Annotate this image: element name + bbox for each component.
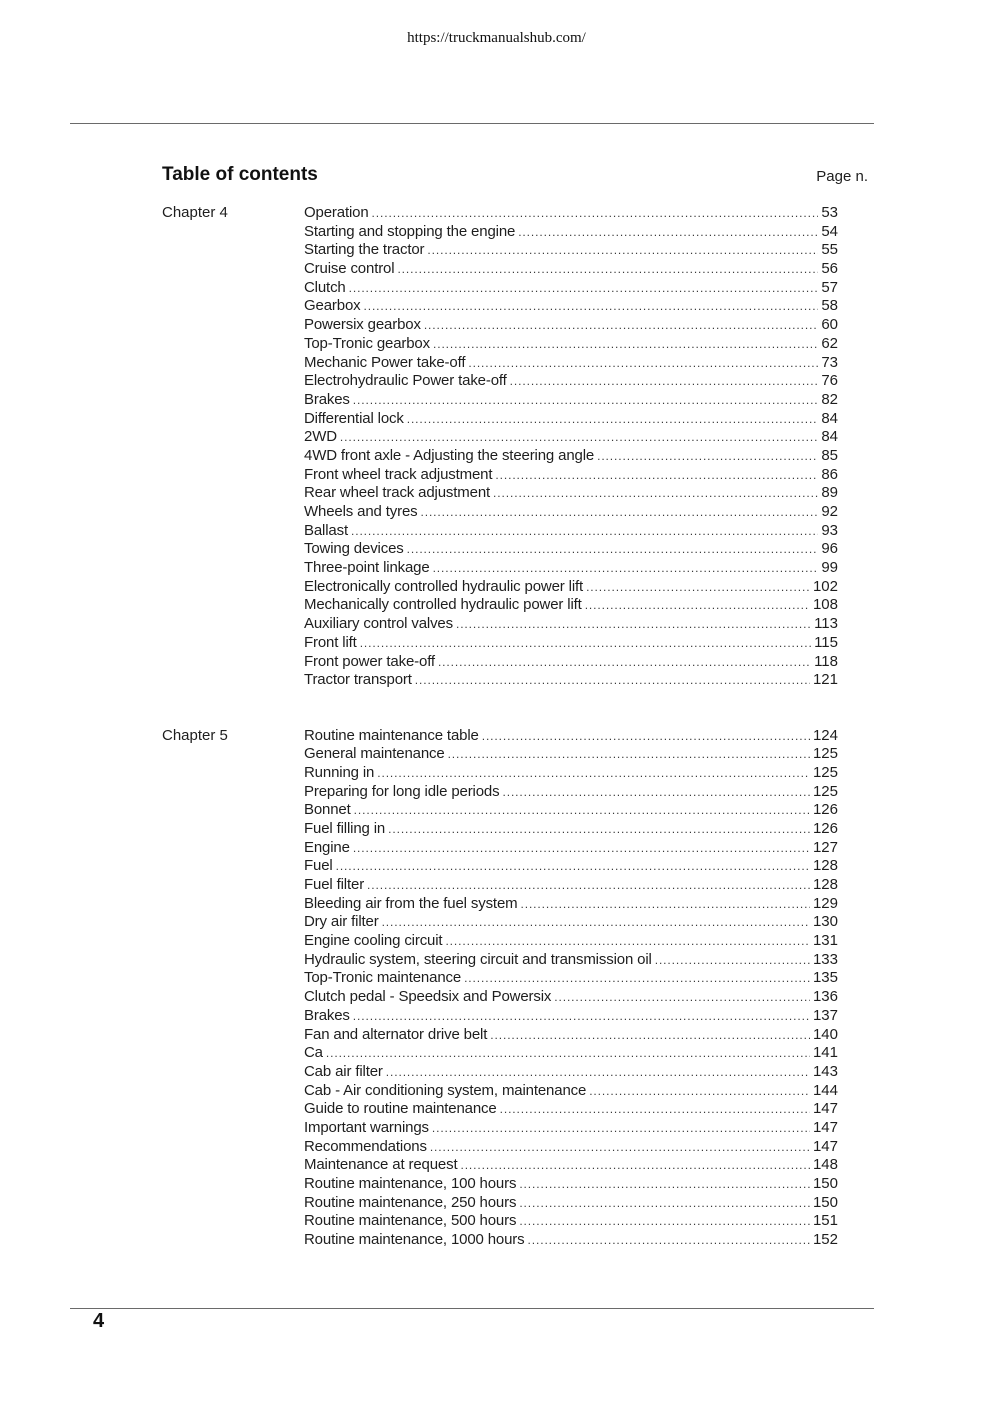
dot-leader	[519, 1194, 810, 1213]
toc-entry	[304, 801, 838, 820]
dot-leader	[464, 969, 810, 988]
toc-entry-title: Routine maintenance table	[304, 726, 479, 744]
toc-entry	[304, 857, 838, 876]
toc-entry	[304, 1100, 838, 1119]
toc-entry-title: Important warnings	[304, 1118, 429, 1136]
toc-entry	[304, 671, 838, 690]
toc-entry-page: 54	[821, 222, 838, 240]
toc-entry-page: 130	[812, 913, 838, 931]
toc-entry-title: Engine cooling circuit	[304, 932, 443, 950]
toc-entry-page: 102	[812, 577, 838, 595]
toc-entry-page: 126	[812, 801, 838, 819]
toc-entry-page: 140	[812, 1025, 838, 1043]
dot-leader	[353, 391, 819, 410]
toc-entry-page: 84	[821, 409, 838, 427]
dot-leader	[367, 876, 810, 895]
dot-leader	[377, 764, 810, 783]
toc-entry-title: Guide to routine maintenance	[304, 1100, 497, 1118]
toc-entry	[304, 447, 838, 466]
toc-entry-page: 115	[814, 633, 838, 651]
toc-entry	[304, 783, 838, 802]
toc-entry-page: 58	[821, 297, 838, 315]
toc-entry	[304, 764, 838, 783]
toc-entry-page: 53	[821, 204, 838, 221]
toc-entry-page: 84	[821, 428, 838, 446]
toc-entry-page: 127	[812, 838, 838, 856]
toc-entry	[304, 260, 838, 279]
toc-entry-page: 85	[821, 446, 838, 464]
toc-entry-title: Auxiliary control valves	[304, 615, 453, 633]
toc-entry	[304, 540, 838, 559]
toc-entry-title: Front power take-off	[304, 652, 435, 670]
toc-entry-title: Hydraulic system, steering circuit and transmission oil	[304, 950, 652, 968]
dot-leader	[519, 1212, 810, 1231]
toc-entry	[304, 932, 838, 951]
dot-leader	[448, 745, 810, 764]
toc-entry-title: Gearbox	[304, 297, 361, 315]
toc-entry-page: 147	[812, 1137, 838, 1155]
toc-entry-page: 141	[812, 1044, 838, 1062]
dot-leader	[510, 372, 819, 391]
toc-entry	[304, 988, 838, 1007]
toc-entry-title: Starting and stopping the engine	[304, 222, 516, 240]
toc-entry-title: Cruise control	[304, 260, 395, 278]
toc-entry-title: Engine	[304, 838, 350, 856]
toc-entry-title: Routine maintenance, 500 hours	[304, 1212, 517, 1230]
dot-leader	[382, 913, 810, 932]
toc-entry	[304, 1212, 838, 1231]
toc-entry-title: Preparing for long idle periods	[304, 782, 500, 800]
dot-leader	[433, 335, 818, 354]
toc-entry-title: Electronically controlled hydraulic power lift	[304, 577, 584, 595]
toc-entry	[304, 316, 838, 335]
toc-entry	[304, 1026, 838, 1045]
toc-entry-title: Three-point linkage	[304, 559, 430, 577]
toc-entry-title: Routine maintenance, 100 hours	[304, 1175, 517, 1192]
toc-entry	[304, 1175, 838, 1194]
dot-leader	[353, 839, 810, 858]
toc-entry-title: Fuel filter	[304, 876, 365, 893]
toc-entry-title: Ca	[304, 1044, 323, 1062]
toc-entry-list	[304, 727, 838, 1250]
dot-leader	[407, 410, 819, 429]
toc-entry	[304, 596, 838, 615]
toc-entry	[304, 559, 838, 578]
toc-entry-title: Fan and alternator drive belt	[304, 1025, 488, 1043]
toc-entry-title: Top-Tronic gearbox	[304, 334, 430, 352]
dot-leader	[386, 1063, 810, 1082]
footer-divider	[70, 1308, 874, 1309]
toc-entry	[304, 335, 838, 354]
toc-entry-page: 125	[812, 782, 838, 800]
toc-entry	[304, 522, 838, 541]
toc-entry-title: Differential lock	[304, 409, 404, 427]
dot-leader	[407, 540, 819, 559]
toc-entry-page: 131	[812, 932, 838, 950]
dot-leader	[388, 820, 810, 839]
toc-entry	[304, 1194, 838, 1213]
dot-leader	[360, 634, 811, 653]
toc-entry-page: 137	[812, 1006, 838, 1024]
dot-leader	[520, 895, 809, 914]
toc-entry	[304, 241, 838, 260]
toc-entry	[304, 503, 838, 522]
dot-leader	[585, 596, 810, 615]
toc-entry	[304, 969, 838, 988]
toc-entry-page: 135	[812, 969, 838, 987]
toc-entry-title: Powersix gearbox	[304, 316, 421, 334]
toc-entry	[304, 653, 838, 672]
dot-leader	[655, 951, 810, 970]
header-divider	[70, 123, 874, 124]
toc-entry	[304, 204, 838, 223]
dot-leader	[445, 932, 810, 951]
toc-entry-page: 60	[821, 316, 838, 334]
toc-entry-page: 93	[821, 521, 838, 539]
toc-entry	[304, 223, 838, 242]
toc-entry	[304, 839, 838, 858]
toc-entry-page: 89	[821, 484, 838, 502]
toc-entry-page: 125	[812, 763, 838, 781]
toc-entry-title: Front lift	[304, 633, 357, 651]
toc-entry-title: Electrohydraulic Power take-off	[304, 372, 507, 390]
toc-entry-title: Starting the tractor	[304, 241, 425, 259]
toc-entry-page: 147	[812, 1118, 838, 1136]
toc-entry	[304, 1231, 838, 1250]
dot-leader	[420, 503, 818, 522]
toc-entry-title: Bonnet	[304, 801, 351, 819]
dot-leader	[586, 578, 810, 597]
dot-leader	[415, 671, 810, 690]
toc-entry-page: 76	[821, 372, 838, 390]
toc-entry-title: Fuel filling in	[304, 819, 386, 837]
toc-entry-title: Mechanic Power take-off	[304, 353, 466, 371]
toc-entry-title: Clutch	[304, 278, 346, 296]
toc-entry-page: 128	[812, 876, 838, 893]
chapter-label: Chapter 5	[162, 726, 228, 744]
toc-entry-page: 128	[812, 857, 838, 875]
toc-entry	[304, 615, 838, 634]
toc-entry-page: 73	[821, 353, 838, 371]
toc-entry	[304, 578, 838, 597]
toc-entry	[304, 1119, 838, 1138]
toc-entry-title: Operation	[304, 204, 369, 221]
dot-leader	[554, 988, 810, 1007]
source-url: https://truckmanualshub.com/	[407, 30, 586, 46]
toc-entry	[304, 634, 838, 653]
dot-leader	[433, 559, 819, 578]
toc-entry-title: Towing devices	[304, 540, 404, 558]
toc-entry-title: Tractor transport	[304, 671, 412, 689]
toc-entry-title: Ballast	[304, 521, 348, 539]
toc-entry	[304, 1007, 838, 1026]
toc-entry-page: 150	[812, 1175, 838, 1192]
toc-entry-page: 57	[821, 278, 838, 296]
toc-entry-page: 151	[812, 1212, 838, 1230]
toc-entry-page: 144	[812, 1081, 838, 1099]
dot-leader	[326, 1044, 810, 1063]
toc-entry-title: Brakes	[304, 390, 350, 408]
toc-entry	[304, 820, 838, 839]
dot-leader	[490, 1026, 810, 1045]
toc-entry-title: Cab - Air conditioning system, maintenance	[304, 1081, 587, 1099]
toc-entry-page: 56	[821, 260, 838, 278]
toc-entry	[304, 1082, 838, 1101]
toc-entry	[304, 876, 838, 895]
toc-entry-title: Mechanically controlled hydraulic power lift	[304, 596, 582, 614]
dot-leader	[589, 1082, 810, 1101]
toc-entry-title: Cab air filter	[304, 1062, 383, 1080]
dot-leader	[493, 484, 818, 503]
toc-entry-page: 129	[812, 894, 838, 912]
toc-entry-page: 121	[812, 671, 838, 689]
toc-entry-page: 152	[812, 1231, 838, 1249]
toc-entry-page: 126	[812, 819, 838, 837]
toc-entry	[304, 1156, 838, 1175]
toc-entry-title: General maintenance	[304, 745, 445, 763]
dot-leader	[495, 466, 818, 485]
dot-leader	[528, 1231, 810, 1250]
dot-leader	[519, 1175, 810, 1194]
toc-entry-title: Routine maintenance, 250 hours	[304, 1193, 517, 1211]
dot-leader	[363, 297, 818, 316]
toc-entry	[304, 745, 838, 764]
toc-entry-title: Clutch pedal - Speedsix and Powersix	[304, 988, 552, 1006]
toc-entry	[304, 466, 838, 485]
toc-entry	[304, 727, 838, 746]
toc-entry	[304, 913, 838, 932]
toc-entry-title: Front wheel track adjustment	[304, 465, 493, 483]
toc-entry-page: 118	[814, 652, 838, 670]
toc-entry	[304, 1044, 838, 1063]
dot-leader	[482, 727, 810, 746]
dot-leader	[397, 260, 818, 279]
toc-entry	[304, 297, 838, 316]
toc-entry-title: Brakes	[304, 1006, 350, 1024]
toc-entry	[304, 1138, 838, 1157]
toc-entry	[304, 951, 838, 970]
toc-entry	[304, 372, 838, 391]
dot-leader	[354, 801, 810, 820]
toc-entry-page: 99	[821, 559, 838, 577]
dot-leader	[351, 522, 818, 541]
dot-leader	[349, 279, 819, 298]
toc-entry	[304, 354, 838, 373]
toc-entry-page: 92	[821, 503, 838, 520]
dot-leader	[336, 857, 810, 876]
toc-entry	[304, 484, 838, 503]
chapter-label: Chapter 4	[162, 204, 228, 221]
dot-leader	[424, 316, 818, 335]
toc-entry-page: 108	[812, 596, 838, 614]
dot-leader	[438, 653, 811, 672]
page-column-label: Page n.	[816, 168, 868, 185]
dot-leader	[353, 1007, 810, 1026]
toc-entry-title: Maintenance at request	[304, 1156, 458, 1174]
toc-entry-title: Recommendations	[304, 1137, 427, 1155]
toc-entry-page: 147	[812, 1100, 838, 1118]
toc-entry-title: Routine maintenance, 1000 hours	[304, 1231, 525, 1249]
toc-entry-page: 125	[812, 745, 838, 763]
toc-entry-page: 55	[821, 241, 838, 259]
toc-entry-page: 124	[812, 726, 838, 744]
toc-entry-list	[304, 204, 838, 690]
dot-leader	[500, 1100, 810, 1119]
dot-leader	[502, 783, 809, 802]
toc-entry-page: 136	[812, 988, 838, 1006]
dot-leader	[468, 354, 818, 373]
page-number: 4	[93, 1310, 105, 1332]
dot-leader	[430, 1138, 810, 1157]
toc-entry	[304, 410, 838, 429]
dot-leader	[597, 447, 818, 466]
dot-leader	[460, 1156, 810, 1175]
toc-entry-page: 113	[814, 615, 838, 633]
toc-entry-title: Fuel	[304, 857, 333, 875]
dot-leader	[518, 223, 818, 242]
dot-leader	[372, 204, 819, 223]
toc-entry-page: 150	[812, 1193, 838, 1211]
toc-entry-page: 86	[821, 465, 838, 483]
toc-entry-title: Top-Tronic maintenance	[304, 969, 462, 987]
toc-entry-page: 96	[821, 540, 838, 558]
toc-entry-page: 133	[812, 950, 838, 968]
dot-leader	[427, 241, 818, 260]
dot-leader	[340, 428, 818, 447]
toc-entry-title: Dry air filter	[304, 913, 379, 931]
toc-entry	[304, 1063, 838, 1082]
toc-entry-title: Bleeding air from the fuel system	[304, 894, 518, 912]
toc-entry	[304, 279, 838, 298]
toc-entry-page: 82	[821, 390, 838, 408]
toc-entry-page: 148	[812, 1156, 838, 1174]
dot-leader	[456, 615, 811, 634]
page-title: Table of contents	[162, 164, 318, 185]
toc-entry-title: Wheels and tyres	[304, 503, 418, 520]
toc-entry-title: 4WD front axle - Adjusting the steering angle	[304, 446, 595, 464]
toc-entry-page: 143	[812, 1062, 838, 1080]
toc-entry	[304, 895, 838, 914]
toc-entry-page: 62	[821, 334, 838, 352]
toc-entry-title: 2WD	[304, 428, 337, 446]
dot-leader	[432, 1119, 810, 1138]
toc-entry	[304, 428, 838, 447]
toc-entry	[304, 391, 838, 410]
toc-entry-title: Rear wheel track adjustment	[304, 484, 491, 502]
toc-entry-title: Running in	[304, 763, 375, 781]
